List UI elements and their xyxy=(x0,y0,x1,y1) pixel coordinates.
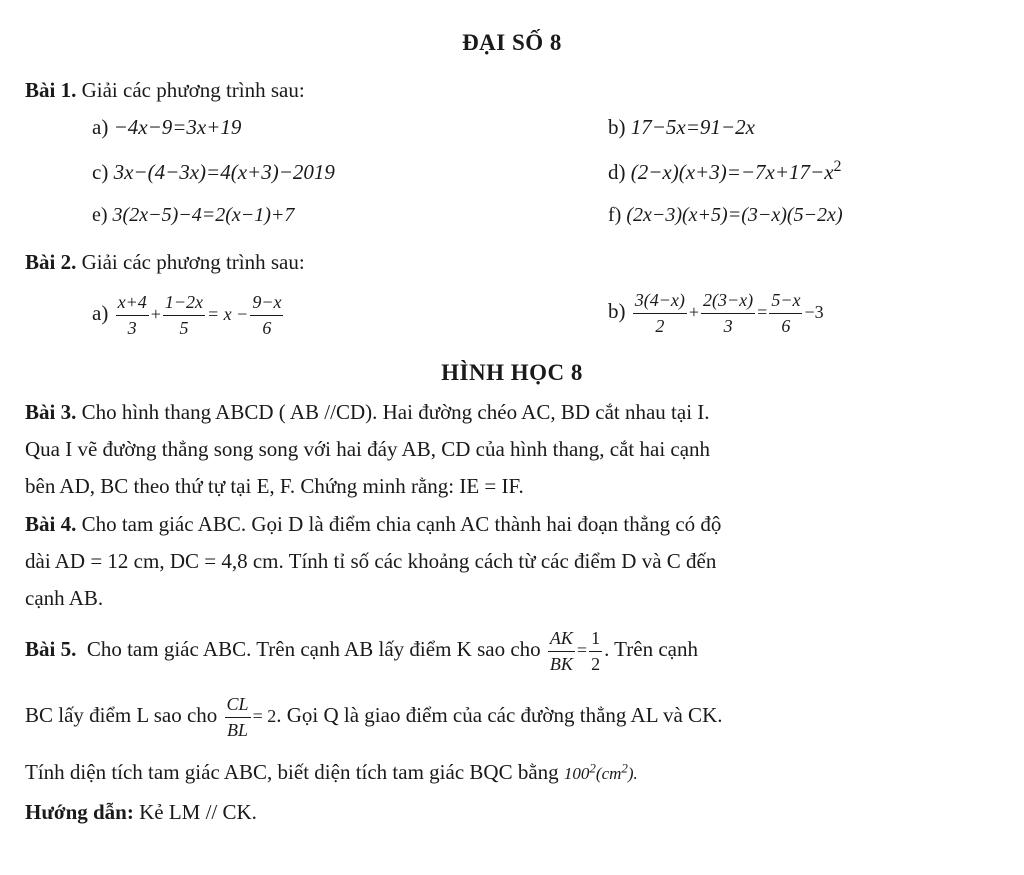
area-value: $100^2(cm^2)$. xyxy=(563,760,638,783)
item-letter: a) xyxy=(92,301,109,325)
operator: = x − xyxy=(207,304,249,324)
bai4-label: Bài 4. xyxy=(25,512,77,536)
bai3-label: Bài 3. xyxy=(25,400,77,424)
bai1-label: Bài 1. xyxy=(25,78,77,102)
geometry-title: HÌNH HỌC 8 xyxy=(441,360,583,385)
bai5-line-2: BC lấy điểm L sao cho $\frac{CL}{BL}$ = 2. Gọi Q là giao điểm của các đường thẳng AL và CK. xyxy=(25,694,723,740)
item-letter: f) xyxy=(608,204,622,226)
bai1-heading xyxy=(25,78,305,103)
bai2-instruction: Giải các phương trình sau: xyxy=(81,250,305,274)
fraction: $\frac{2(3-x)}{3}$ xyxy=(703,290,754,336)
bai3-line-1: Bài 3. Cho hình thang ABCD ( AB //CD). Hai đường chéo AC, BD cắt nhau tại I. xyxy=(25,400,710,424)
bai3-paragraph xyxy=(25,394,985,505)
equation: 17−5x=91−2x xyxy=(630,115,755,139)
bai1-instruction: Giải các phương trình sau: xyxy=(81,78,305,102)
fraction: $\frac{9-x}{6}$ xyxy=(252,292,282,338)
hint-label: Hướng dẫn: xyxy=(25,800,134,824)
operator: + xyxy=(688,302,700,322)
bai1-item-d xyxy=(608,158,842,185)
fraction-ak-bk: $\frac{AK}{BK}$ xyxy=(549,628,573,674)
item-letter: a) xyxy=(92,115,109,139)
equation: −4x−9=3x+19 xyxy=(113,115,242,139)
bai2-item-a xyxy=(92,292,285,338)
bai1-item-c xyxy=(92,160,335,185)
item-letter: b) xyxy=(608,115,626,139)
exponent: 2 xyxy=(833,158,842,175)
bai3-line-2: Qua I vẽ đường thẳng song song với hai đáy AB, CD của hình thang, cắt hai cạnh xyxy=(25,437,711,461)
bai2-heading xyxy=(25,250,305,275)
bai3-line-3: bên AD, BC theo thứ tự tại E, F. Chứng minh rằng: IE = IF. xyxy=(25,474,524,498)
bai5-line-1: Bài 5. Cho tam giác ABC. Trên cạnh AB lấy điểm K sao cho $\frac{AK}{BK}$ = $\frac{1}{2}$ . Trên cạnh xyxy=(25,628,698,674)
bai4-paragraph xyxy=(25,506,985,617)
equation: (2−x)(x+3)=−7x+17−x xyxy=(630,160,834,184)
equation: 3x−(4−3x)=4(x+3)−2019 xyxy=(113,160,335,184)
fraction: $\frac{5-x}{6}$ xyxy=(771,290,801,336)
bai2-item-b xyxy=(608,290,824,336)
algebra-title: ĐẠI SỐ 8 xyxy=(462,30,562,55)
bai5-line-3: Tính diện tích tam giác ABC, biết diện tích tam giác BQC bằng $100^2(cm^2)$. xyxy=(25,760,638,784)
bai4-line-2: dài AD = 12 cm, DC = 4,8 cm. Tính tỉ số các khoảng cách từ các điểm D và C đến xyxy=(25,549,717,573)
fraction-cl-bl: $\frac{CL}{BL}$ xyxy=(226,694,249,740)
fraction: $\frac{3(4-x)}{2}$ xyxy=(634,290,685,336)
fraction: $\frac{x+4}{3}$ xyxy=(117,292,147,338)
bai4-line-3: cạnh AB. xyxy=(25,586,104,610)
bai1-item-e xyxy=(92,204,294,227)
bai1-item-b xyxy=(608,115,755,140)
bai5-label: Bài 5. xyxy=(25,637,77,661)
operator: = xyxy=(757,302,768,322)
bai2-label: Bài 2. xyxy=(25,250,77,274)
item-letter: e) xyxy=(92,204,108,226)
operator: −3 xyxy=(804,302,824,322)
item-letter: b) xyxy=(608,299,626,323)
operator: = xyxy=(576,640,588,660)
bai5-hint xyxy=(25,800,257,825)
equation: (2x−3)(x+5)=(3−x)(5−2x) xyxy=(626,204,843,226)
bai1-item-f xyxy=(608,204,843,227)
bai4-line-1: Bài 4. Cho tam giác ABC. Gọi D là điểm chia cạnh AC thành hai đoạn thẳng có độ xyxy=(25,512,722,536)
item-letter: d) xyxy=(608,160,626,184)
operator: + xyxy=(150,304,161,324)
item-letter: c) xyxy=(92,160,109,184)
fraction: $\frac{1-2x}{5}$ xyxy=(164,292,204,338)
equation: 3(2x−5)−4=2(x−1)+7 xyxy=(112,204,295,226)
fraction-one-half: $\frac{1}{2}$ xyxy=(591,628,601,674)
operator: = 2 xyxy=(252,706,277,726)
bai1-item-a xyxy=(92,115,241,140)
hint-text: Kẻ LM // CK. xyxy=(139,800,257,824)
